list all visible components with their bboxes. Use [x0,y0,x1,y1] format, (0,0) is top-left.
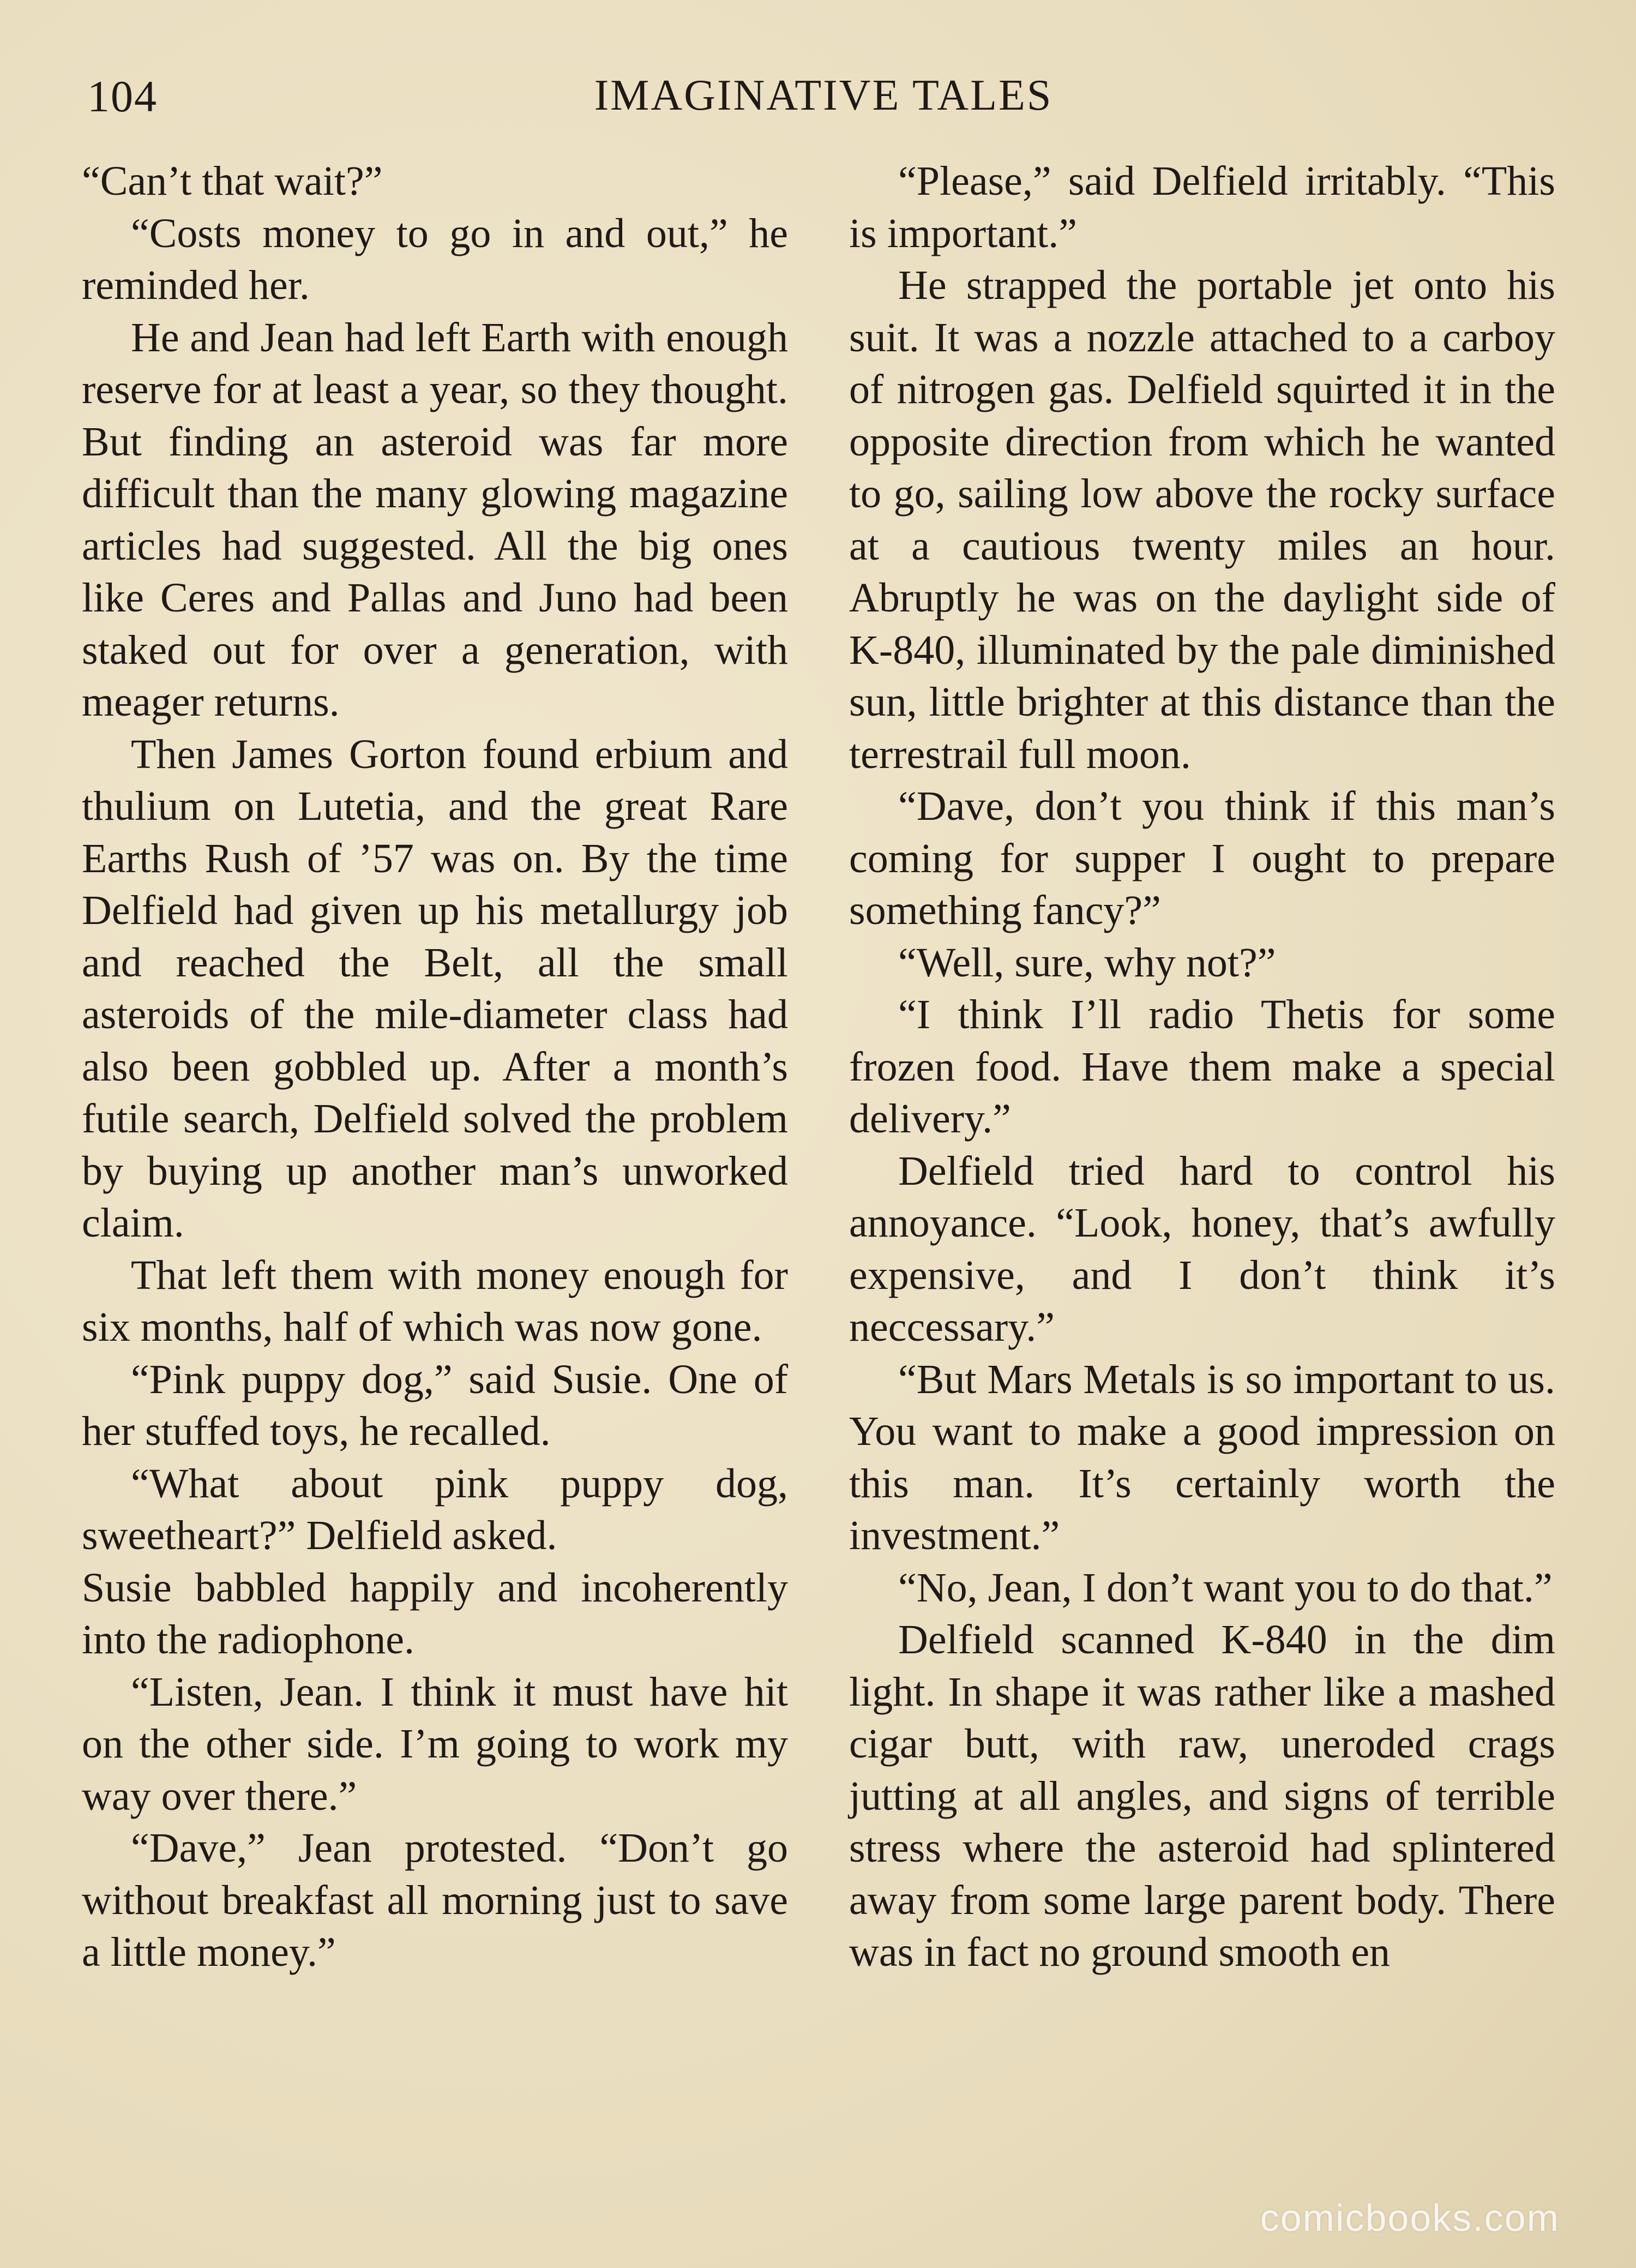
paragraph: That left them with money enough for six months, half of which was now gone. [82,1252,788,1350]
paragraph: “Dave, don’t you think if this man’s coming for supper I ought to prepare something fancy?” [849,783,1555,933]
paragraph: Delfield tried hard to control his annoyance. “Look, honey, that’s awfully expensive, and I don’t think it’s neccessary.” [849,1148,1555,1350]
running-title: IMAGINATIVE TALES [594,71,1053,119]
paragraph: “Well, sure, why not?” [898,939,1276,986]
paragraph: “Dave,” Jean protested. “Don’t go without breakfast all morning just to save a little money.” [82,1825,788,1975]
paragraph: “Listen, Jean. I think it must have hit on the other side. I’m going to work my way over there.” [82,1669,788,1819]
paragraph: He and Jean had left Earth with enough reserve for at least a year, so they thought. But finding an asteroid was far more difficult than the many glowing magazine articles had suggested. All the big ones like Ceres and Pallas and Juno had been staked out for over a generation, with meager returns. [82,314,788,725]
paragraph: “But Mars Metals is so important to us. You want to make a good impression on this man. It’s certainly worth the investment.” [849,1356,1555,1558]
paragraph: “I think I’ll radio Thetis for some frozen food. Have them make a special delivery.” [849,992,1555,1142]
page-number: 104 [87,71,158,121]
paragraph: “Costs money to go in and out,” he reminded her. [82,210,788,308]
paragraph: “No, Jean, I don’t want you to do that.” [898,1564,1553,1611]
paragraph: “Can’t that wait?” [82,158,383,204]
left-column [82,155,788,1979]
right-column [849,155,1555,1979]
paragraph: “Please,” said Delfield irritably. “This is important.” [849,158,1555,256]
watermark: comicbooks.com [1260,2197,1560,2239]
paragraph: Delfield scanned K-840 in the dim light. In shape it was rather like a mashed cigar butt, with raw, uneroded crags jutting at all angles, and signs of terrible stress where the asteroid had splintered away from some large parent body. There was in fact no ground smooth en [849,1617,1555,1975]
paragraph: Then James Gorton found erbium and thulium on Lutetia, and the great Rare Earths Rush of ’57 was on. By the time Delfield had given up his metallurgy job and reached the Belt, all the small asteroids of the mile-diameter class had also been gobbled up. After a month’s futile search, Delfield solved the problem by buying up another man’s unworked claim. [82,731,788,1246]
paragraph: “What about pink puppy dog, sweetheart?” Delfield asked. [82,1460,788,1558]
page-header [87,71,1560,131]
paragraph: Susie babbled happily and incoherently into the radiophone. [82,1564,788,1663]
paragraph: He strapped the portable jet onto his suit. It was a nozzle attached to a carboy of nitrogen gas. Delfield squirted it in the opposite direction from which he wanted to go, sailing low above the rocky surface at a cautious twenty miles an hour. Abruptly he was on the daylight side of K-840, illuminated by the pale diminished sun, little brighter at this distance than the terrestrail full moon. [849,262,1555,777]
paragraph: “Pink puppy dog,” said Susie. One of her stuffed toys, he recalled. [82,1356,788,1454]
